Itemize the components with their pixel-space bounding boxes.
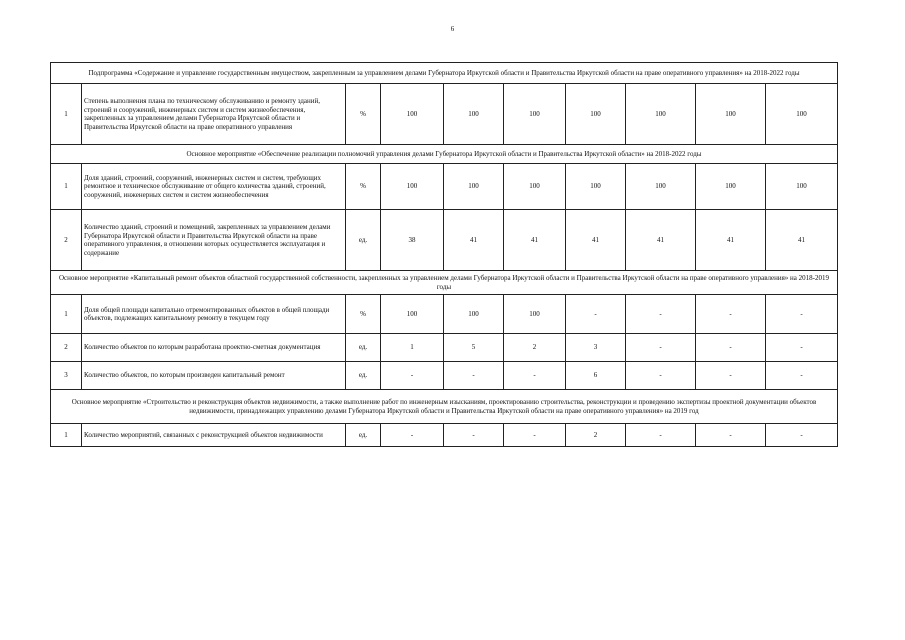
indicators-table [50, 62, 838, 447]
unit-cell: % [346, 84, 381, 145]
section-header-row [51, 390, 838, 424]
value-cell: - [626, 334, 696, 362]
value-cell: 100 [444, 295, 504, 334]
table-row [51, 334, 838, 362]
indicator-name: Доля общей площади капитально отремонтированных объектов в общей площади объектов, подлежащих капитальному ремонту в текущем году [82, 295, 346, 334]
unit-cell: ед. [346, 334, 381, 362]
value-cell: - [696, 295, 766, 334]
unit-cell: % [346, 295, 381, 334]
value-cell: - [766, 424, 838, 447]
table-row [51, 424, 838, 447]
unit-cell: % [346, 164, 381, 210]
indicator-name: Количество объектов по которым разработана проектно-сметная документация [82, 334, 346, 362]
value-cell: 5 [444, 334, 504, 362]
section-header-row [51, 271, 838, 295]
table-row [51, 210, 838, 271]
section-title: Основное мероприятие «Обеспечение реализации полномочий управления делами Губернатора Иркутской области и Правительства Иркутской области» на 2018-2022 годы [51, 145, 838, 164]
value-cell: - [444, 424, 504, 447]
value-cell: - [696, 424, 766, 447]
value-cell: 100 [766, 84, 838, 145]
value-cell: 100 [696, 84, 766, 145]
row-number: 1 [51, 424, 82, 447]
row-number: 1 [51, 164, 82, 210]
page-number: 6 [450, 25, 455, 33]
indicator-name: Степень выполнения плана по техническому обслуживанию и ремонту зданий, строений и сооружений, инженерных систем и систем жизнеобеспечения, закрепленных за управлением делами Губернатора Иркутской области и Правительства Иркутской области на праве оперативного управления [82, 84, 346, 145]
section-title: Основное мероприятие «Строительство и реконструкция объектов недвижимости, а также выполнение работ по инженерным изысканиям, проектированию строительства, реконструкции и проведению экспертизы проектной документации объектов недвижимости, принадлежащих управлению делами Губернатора Иркутской области и Правительства Иркутской области на праве оперативного управления» на 2019 год [51, 390, 838, 424]
value-cell: 100 [381, 84, 444, 145]
value-cell: 100 [504, 164, 566, 210]
value-cell: 41 [696, 210, 766, 271]
value-cell: 100 [626, 84, 696, 145]
section-title: Основное мероприятие «Капитальный ремонт объектов областной государственной собственности, закрепленных за управлением делами Губернатора Иркутской области и Правительства Иркутской области на праве оперативного управления» на 2018-2019 годы [51, 271, 838, 295]
row-number: 2 [51, 210, 82, 271]
value-cell: 41 [766, 210, 838, 271]
indicator-name: Количество мероприятий, связанных с реконструкцией объектов недвижимости [82, 424, 346, 447]
value-cell: 100 [381, 164, 444, 210]
value-cell: 3 [566, 334, 626, 362]
section-header-row [51, 145, 838, 164]
value-cell: 100 [444, 164, 504, 210]
value-cell: 38 [381, 210, 444, 271]
value-cell: - [696, 362, 766, 390]
row-number: 1 [51, 84, 82, 145]
indicator-name: Количество объектов, по которым произведен капитальный ремонт [82, 362, 346, 390]
unit-cell: ед. [346, 210, 381, 271]
value-cell: 100 [504, 295, 566, 334]
value-cell: 2 [566, 424, 626, 447]
value-cell: 6 [566, 362, 626, 390]
value-cell: 41 [444, 210, 504, 271]
section-title: Подпрограмма «Содержание и управление государственным имуществом, закрепленным за управлением делами Губернатора Иркутской области и Правительства Иркутской области на праве оперативного управления» на 2018-2022 годы [51, 63, 838, 84]
value-cell: - [696, 334, 766, 362]
table-row [51, 164, 838, 210]
unit-cell: ед. [346, 424, 381, 447]
value-cell: - [504, 424, 566, 447]
value-cell: - [766, 362, 838, 390]
value-cell: - [381, 424, 444, 447]
value-cell: - [766, 295, 838, 334]
value-cell: 100 [766, 164, 838, 210]
value-cell: 41 [626, 210, 696, 271]
value-cell: - [504, 362, 566, 390]
value-cell: - [626, 424, 696, 447]
value-cell: 100 [696, 164, 766, 210]
value-cell: 100 [626, 164, 696, 210]
section-header-row [51, 63, 838, 84]
value-cell: - [566, 295, 626, 334]
value-cell: 41 [566, 210, 626, 271]
table-row [51, 362, 838, 390]
value-cell: - [626, 362, 696, 390]
value-cell: 100 [444, 84, 504, 145]
indicator-name: Количество зданий, строений и помещений, закрепленных за управлением делами Губернатора Иркутской области и Правительства Иркутской области на праве оперативного управления, в отношении которых осуществляется эксплуатация и содержание [82, 210, 346, 271]
row-number: 1 [51, 295, 82, 334]
value-cell: 100 [566, 84, 626, 145]
table-row [51, 295, 838, 334]
value-cell: 100 [504, 84, 566, 145]
value-cell: 100 [566, 164, 626, 210]
value-cell: - [766, 334, 838, 362]
row-number: 2 [51, 334, 82, 362]
value-cell: 1 [381, 334, 444, 362]
value-cell: 41 [504, 210, 566, 271]
value-cell: 2 [504, 334, 566, 362]
value-cell: - [626, 295, 696, 334]
unit-cell: ед. [346, 362, 381, 390]
value-cell: - [444, 362, 504, 390]
row-number: 3 [51, 362, 82, 390]
indicator-name: Доля зданий, строений, сооружений, инженерных систем и систем, требующих ремонтное и техническое обслуживание от общего количества зданий, строений, сооружений, инженерных систем и систем жизнеобеспечения [82, 164, 346, 210]
value-cell: 100 [381, 295, 444, 334]
table-row [51, 84, 838, 145]
value-cell: - [381, 362, 444, 390]
